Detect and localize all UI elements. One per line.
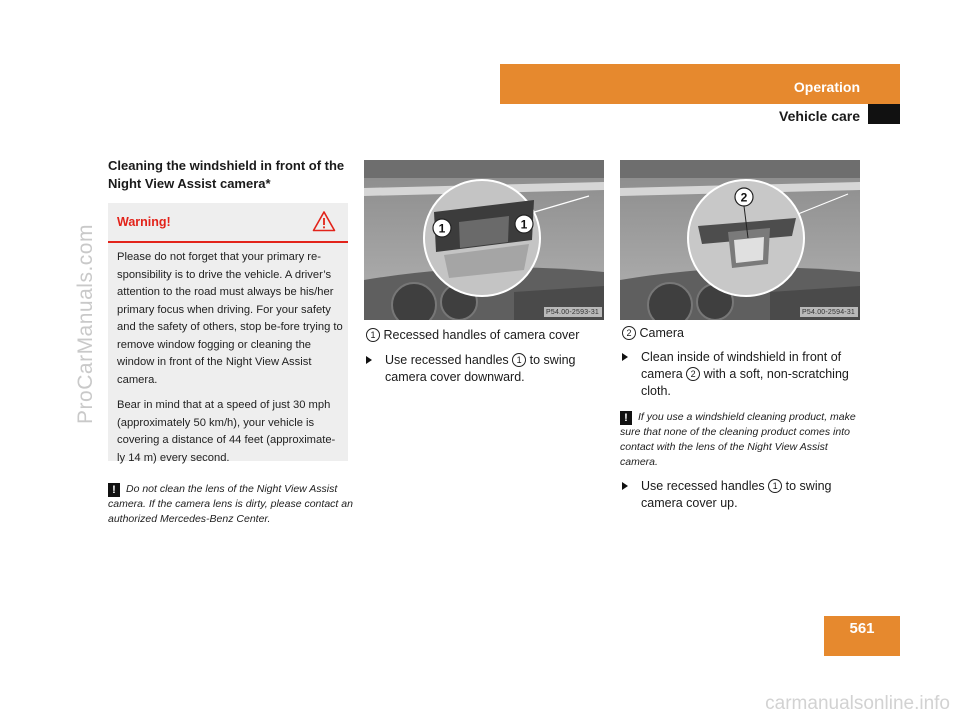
step-clean-number: 2 [686,367,700,381]
callout-2: 2 [740,190,748,205]
caution-note-left-text: Do not clean the lens of the Night View Assist camera. If the camera lens is dirty, please contact an authorized Mercedes-Benz Center. [108,483,353,525]
caution-note-right-text: If you use a windshield cleaning product, make sure that none of the cleaning product comes into contact with the lens of the Night View Assist camera. [620,411,856,468]
subsection-title: Vehicle care [779,108,860,124]
warning-title: Warning! [117,215,171,229]
side-watermark-text: ProCarManuals.com [74,224,97,424]
legend-1-number: 1 [366,328,380,342]
legend-2-text: Camera [639,326,684,340]
step-clean-suffix: with a soft, non-scratching cloth. [641,367,849,398]
image-code-1: P54.00-2593-31 [546,309,600,316]
arrow-bullet-icon [622,482,628,490]
caution-note-left [108,482,354,527]
subsection-marker [868,104,900,124]
step-swing-up-number: 1 [768,479,782,493]
side-watermark [66,180,106,480]
warning-triangle-icon [312,210,336,232]
step-swing-up-suffix: to swing camera cover up. [641,479,832,510]
step-swing-up [622,478,860,512]
legend-2 [622,325,858,342]
step-swing-down-suffix: to swing camera cover downward. [385,353,576,384]
legend-1-text: Recessed handles of camera cover [383,328,580,342]
warning-paragraph-1: Please do not forget that your primary re-sponsibility is to drive the vehicle. A driver’s attention to the road must always be his/her primary focus when driving. For your safety and the safety of others, stop be-fore trying to remove window fogging or cleaning the window in front of the Night View Assist camera. [117,251,343,386]
callout-1a: 1 [438,221,446,236]
legend-1 [366,327,602,344]
arrow-bullet-icon [366,356,372,364]
photo-camera-cover [364,160,604,320]
caution-note-right [620,410,860,470]
warning-paragraph-2: Bear in mind that at a speed of just 30 mph (approximately 50 km/h), your vehicle is covering a distance of 44 feet (approximate-ly 14 m) every second. [117,399,336,464]
step-swing-down [366,352,598,386]
photo-camera [620,160,860,320]
step-clean-windshield [622,349,860,400]
exclamation-icon: ! [108,483,120,497]
image-code-2: P54.00-2594-31 [802,309,856,316]
step-swing-down-number: 1 [512,353,526,367]
step-swing-up-prefix: Use recessed handles [641,479,765,493]
exclamation-icon: ! [620,411,632,425]
page-number: 561 [849,620,875,637]
arrow-bullet-icon [622,353,628,361]
section-heading: Cleaning the windshield in front of the Night View Assist camera* [108,158,345,191]
warning-text [117,249,343,475]
step-swing-down-prefix: Use recessed handles [385,353,509,367]
callout-1b: 1 [520,217,528,232]
footer-watermark: carmanualsonline.info [765,693,950,714]
legend-2-number: 2 [622,326,636,340]
section-title: Operation [793,79,860,95]
step-clean-prefix: Clean inside of windshield in front of camera [641,350,842,381]
